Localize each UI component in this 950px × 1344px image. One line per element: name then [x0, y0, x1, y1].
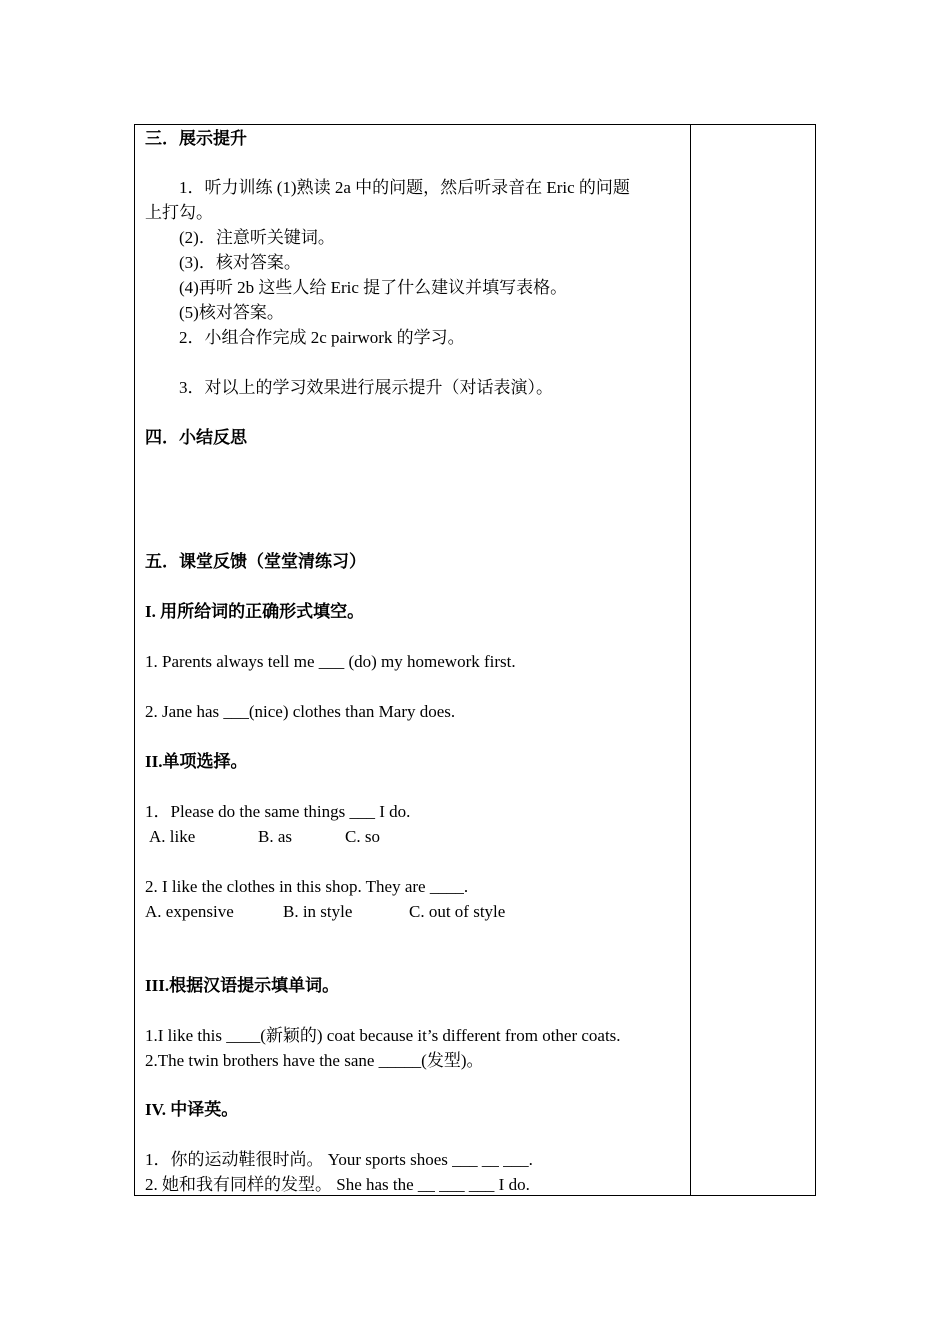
presentation-item: 3．对以上的学习效果进行展示提升（对话表演）。: [179, 378, 553, 397]
group-work-item: 2．小组合作完成 2c pairwork 的学习。: [179, 328, 465, 347]
section-3-heading: 三．展示提升: [145, 129, 247, 148]
part-2-q1-option-c: C. so: [345, 827, 380, 846]
listening-item-1: 1．听力训练 (1)熟读 2a 中的问题，然后听录音在 Eric 的问题: [179, 178, 630, 197]
part-4-question-1: 1．你的运动鞋很时尚。 Your sports shoes ___ __ ___.: [145, 1150, 533, 1169]
part-3-question-2: 2.The twin brothers have the sane _____(发型)。: [145, 1051, 484, 1070]
part-2-question-2: 2. I like the clothes in this shop. They are ____.: [145, 877, 469, 896]
part-2-q2-option-b: B. in style: [283, 902, 353, 921]
worksheet-table: [134, 124, 816, 1196]
part-4-heading: IV. 中译英。: [145, 1100, 239, 1119]
listening-step-3: (3)．核对答案。: [179, 253, 301, 272]
part-1-heading: I. 用所给词的正确形式填空。: [145, 602, 365, 621]
listening-item-1-cont: 上打勾。: [145, 203, 213, 222]
part-3-heading: III.根据汉语提示填单词。: [145, 976, 340, 995]
part-2-question-1: 1．Please do the same things ___ I do.: [145, 802, 411, 821]
listening-step-5: (5)核对答案。: [179, 303, 284, 322]
part-2-q1-option-a: A. like: [149, 827, 196, 846]
part-2-q2-option-a: A. expensive: [145, 902, 234, 921]
listening-step-4: (4)再听 2b 这些人给 Eric 提了什么建议并填写表格。: [179, 278, 568, 297]
notes-column: [691, 125, 815, 1195]
part-1-question-1: 1. Parents always tell me ___ (do) my homework first.: [145, 652, 516, 671]
part-3-question-1: 1.I like this ____(新颖的) coat because it’s different from other coats.: [145, 1026, 621, 1045]
part-1-question-2: 2. Jane has ___(nice) clothes than Mary does.: [145, 702, 456, 721]
section-4-heading: 四．小结反思: [145, 428, 247, 447]
part-2-heading: II.单项选择。: [145, 752, 248, 771]
part-2-q2-option-c: C. out of style: [409, 902, 506, 921]
listening-step-2: (2)．注意听关键词。: [179, 228, 335, 247]
part-2-q1-option-b: B. as: [258, 827, 292, 846]
part-4-question-2: 2. 她和我有同样的发型。 She has the __ ___ ___ I do.: [145, 1175, 530, 1194]
section-5-heading: 五．课堂反馈（堂堂清练习）: [145, 552, 366, 571]
